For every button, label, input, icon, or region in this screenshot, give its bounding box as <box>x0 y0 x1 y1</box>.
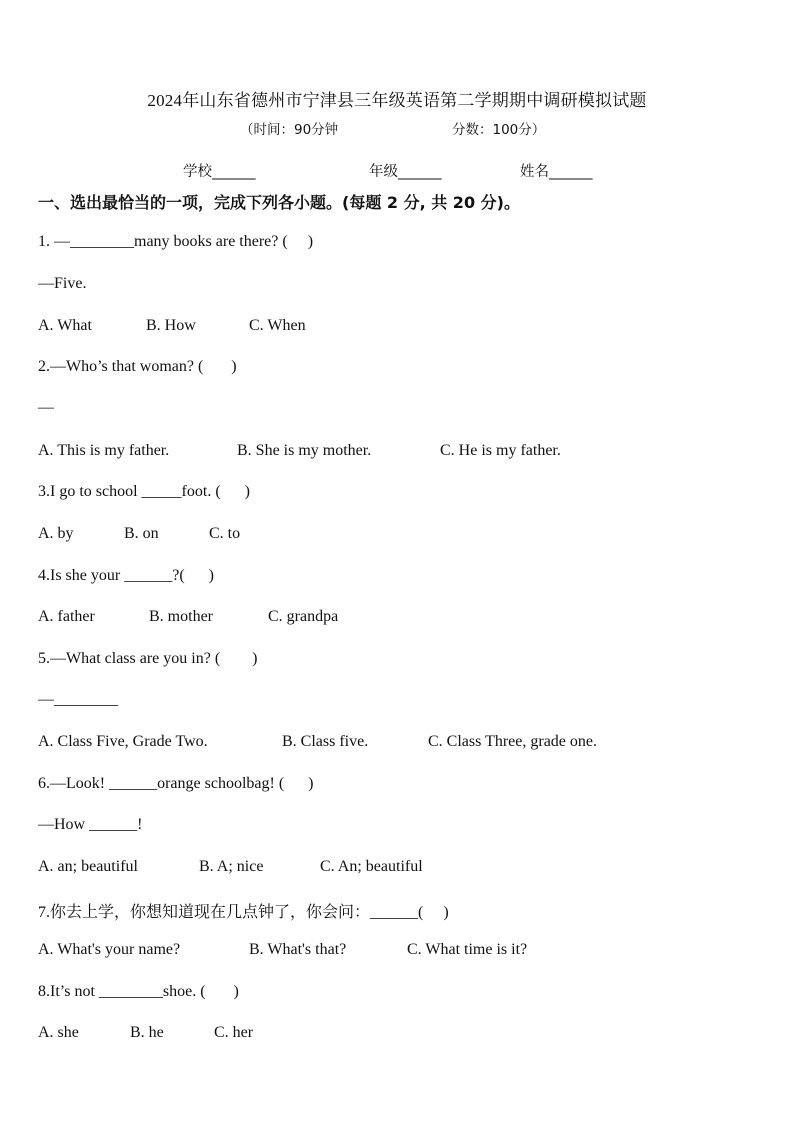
question-6-line-1: 6.—Look! ______orange schoolbag! ( ) <box>38 775 314 792</box>
question-8-option-c: C. her <box>214 1024 254 1041</box>
question-2-option-a: A. This is my father. <box>38 442 170 459</box>
question-2-line-2: — <box>38 399 54 416</box>
question-5-line-1: 5.—What class are you in? ( ) <box>38 650 258 667</box>
question-7-option-a: A. What's your name? <box>38 941 181 958</box>
question-5-line-2: —________ <box>38 691 118 708</box>
question-1-line-2: —Five. <box>38 275 87 292</box>
question-4-option-b: B. mother <box>149 608 213 625</box>
school-field: 学校______ <box>183 164 256 180</box>
question-4-option-a: A. father <box>38 608 95 625</box>
score-label: 分数：100分） <box>452 122 546 138</box>
question-6-option-c: C. An; beautiful <box>320 858 423 875</box>
question-1-option-a: A. What <box>38 317 92 334</box>
page-title: 2024年山东省德州市宁津县三年级英语第二学期期中调研模拟试题 <box>147 91 647 110</box>
question-2-line-1: 2.—Who’s that woman? ( ) <box>38 358 237 375</box>
question-1-line-1: 1. —________many books are there? ( ) <box>38 233 314 250</box>
grade-field: 年级______ <box>369 164 442 180</box>
question-3-option-a: A. by <box>38 525 74 542</box>
question-3-option-b: B. on <box>124 525 159 542</box>
question-5-option-c: C. Class Three, grade one. <box>428 733 597 750</box>
question-2-option-b: B. She is my mother. <box>237 442 372 459</box>
question-6-line-2: —How ______! <box>38 816 143 833</box>
question-7-line-1: 7.你去上学，你想知道现在几点钟了，你会问：______( ) <box>38 904 449 921</box>
time-label: （时间：90分钟 <box>240 122 339 138</box>
name-field: 姓名______ <box>520 164 593 180</box>
question-3-line-1: 3.I go to school _____foot. ( ) <box>38 483 250 500</box>
question-1-option-c: C. When <box>249 317 306 334</box>
question-3-option-c: C. to <box>209 525 241 542</box>
question-5-option-a: A. Class Five, Grade Two. <box>38 733 208 750</box>
question-4-line-1: 4.Is she your ______?( ) <box>38 567 214 584</box>
question-7-option-c: C. What time is it? <box>407 941 528 958</box>
question-4-option-c: C. grandpa <box>268 608 339 625</box>
question-2-option-c: C. He is my father. <box>440 442 561 459</box>
question-8-line-1: 8.It’s not ________shoe. ( ) <box>38 983 239 1000</box>
question-5-option-b: B. Class five. <box>282 733 369 750</box>
section-heading: 一、选出最恰当的一项，完成下列各小题。(每题 2 分, 共 20 分)。 <box>38 193 520 212</box>
question-1-option-b: B. How <box>146 317 196 334</box>
question-8-option-a: A. she <box>38 1024 79 1041</box>
question-6-option-a: A. an; beautiful <box>38 858 138 875</box>
question-6-option-b: B. A; nice <box>199 858 264 875</box>
question-8-option-b: B. he <box>130 1024 164 1041</box>
question-7-option-b: B. What's that? <box>249 941 347 958</box>
